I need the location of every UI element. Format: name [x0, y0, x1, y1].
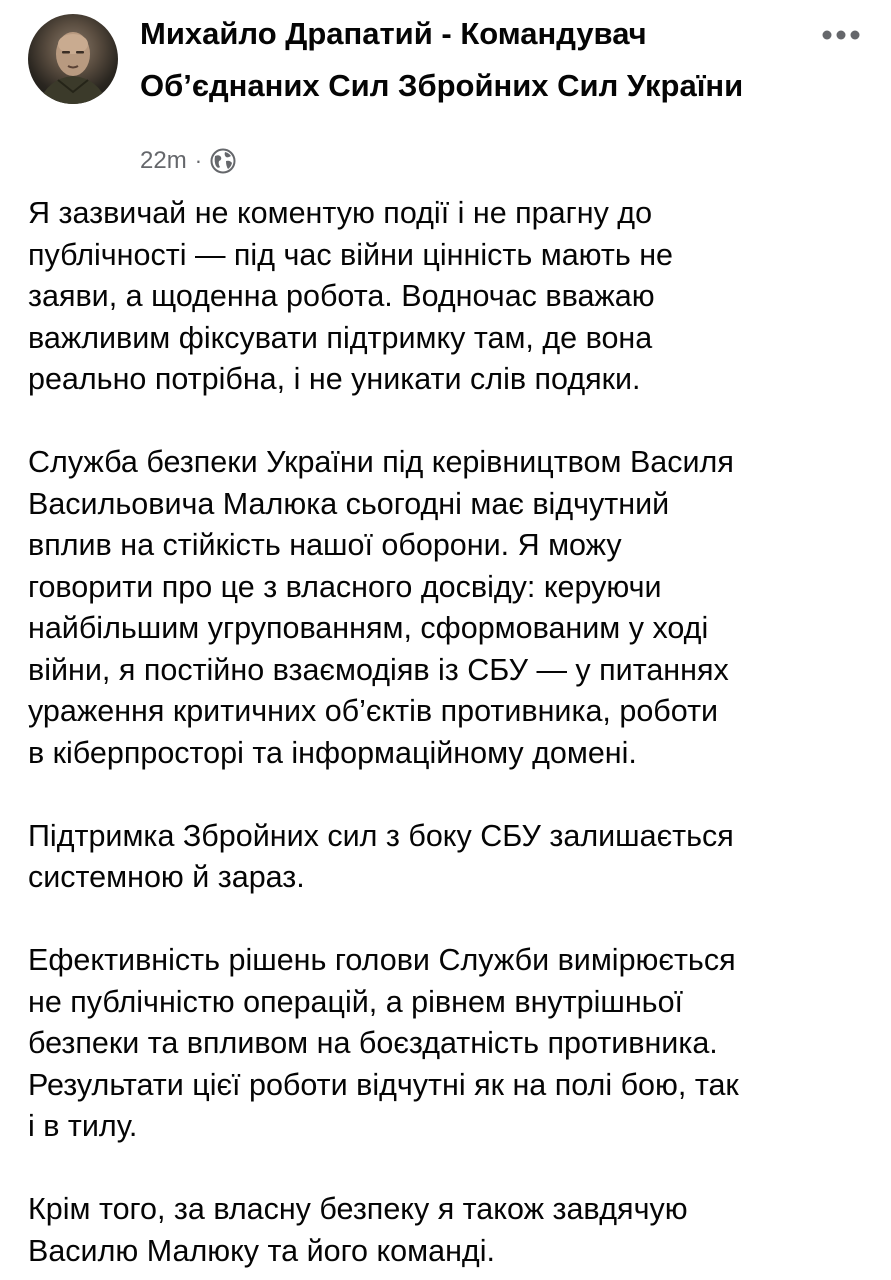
profile-photo	[28, 14, 118, 104]
post-meta	[140, 146, 236, 176]
post-timestamp[interactable]: 22m	[140, 147, 187, 174]
post-body	[28, 193, 873, 1272]
post-paragraph: Я зазвичай не коментую події і не прагну до публічності — під час війни цінність мають не заяви, а щоденна робота. Водночас вважаю важливим фіксувати підтримку там, де вона реально потрібна, і не уникати слів подяки.	[28, 196, 673, 396]
post-header	[0, 0, 891, 190]
author-avatar[interactable]	[28, 14, 118, 104]
post-paragraph: Крім того, за власну безпеку я також завдячую Василю Малюку та його команді.	[28, 1192, 688, 1268]
globe-icon[interactable]	[210, 148, 236, 174]
post-paragraph: Служба безпеки України під керівництвом Василя Васильовича Малюка сьогодні має відчутний вплив на стійкість нашої оборони. Я можу говорити про це з власного досвіду: керуючи найбільшим угрупованням, сформованим у ході війни, я постійно взаємодіяв із СБУ — у питаннях ураження критичних об’єктів противника, роботи в кіберпросторі та інформаційному домені.	[28, 445, 734, 770]
post-paragraph: Підтримка Збройних сил з боку СБУ залишається системною й зараз.	[28, 818, 734, 894]
more-options-icon[interactable]	[816, 20, 866, 50]
post-paragraph: Ефективність рішень голови Служби вимірюється не публічністю операцій, а рівнем внутрішньої безпеки та впливом на боєздатність противника. Результати цієї роботи відчутні як на полі бою, так і в тилу.	[28, 943, 739, 1143]
author-name[interactable]: Михайло Драпатий - Командувач Об’єднаних Сил Збройних Сил України	[140, 16, 744, 103]
meta-separator: ·	[194, 148, 203, 173]
